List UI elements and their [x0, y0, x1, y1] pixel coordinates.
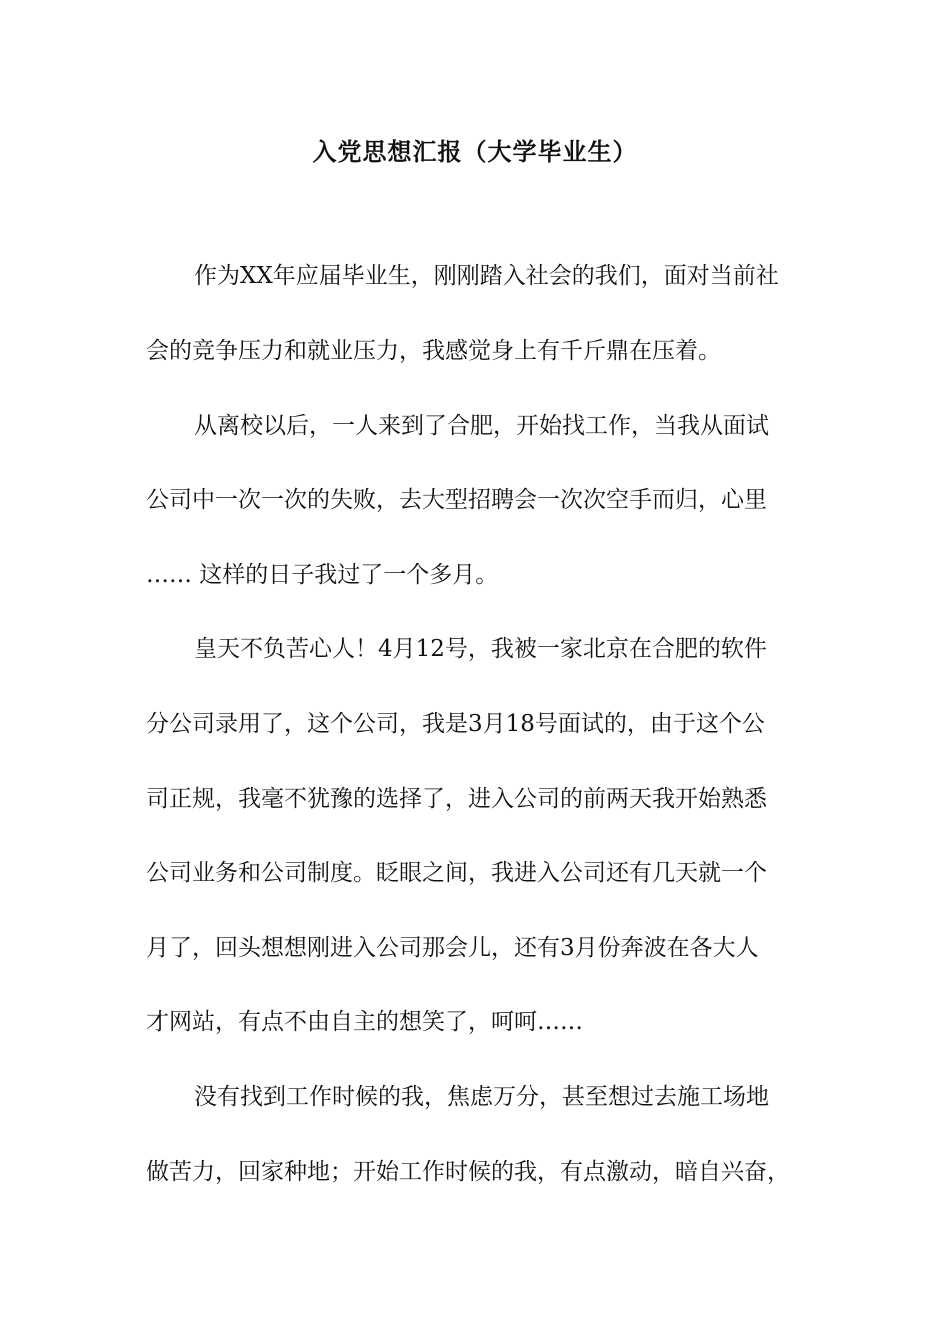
paragraph-2-line-2: 公司中一次一次的失败，去大型招聘会一次次空手而归，心里 — [146, 487, 767, 513]
document-title: 入党思想汇报（大学毕业生） — [312, 137, 638, 166]
paragraph-4-line-2: 做苦力，回家种地；开始工作时候的我，有点激动，暗自兴奋， — [146, 1159, 790, 1185]
paragraph-3-line-6: 才网站，有点不由自主的想笑了，呵呵…… — [146, 1009, 583, 1035]
paragraph-2-line-3: …… 这样的日子我过了一个多月。 — [146, 562, 499, 588]
paragraph-1-line-1: 作为XX年应届毕业生，刚刚踏入社会的我们，面对当前社 — [194, 263, 779, 289]
paragraph-3-line-2: 分公司录用了，这个公司，我是3月18号面试的，由于这个公 — [146, 711, 765, 737]
paragraph-4-line-1: 没有找到工作时候的我，焦虑万分，甚至想过去施工场地 — [194, 1084, 769, 1110]
paragraph-3-line-3: 司正规，我毫不犹豫的选择了，进入公司的前两天我开始熟悉 — [146, 786, 767, 812]
paragraph-3-line-1: 皇天不负苦心人！4月12号，我被一家北京在合肥的软件 — [194, 636, 767, 662]
paragraph-3-line-5: 月了，回头想想刚进入公司那会儿，还有3月份奔波在各大人 — [146, 935, 759, 961]
paragraph-1-line-2: 会的竞争压力和就业压力，我感觉身上有千斤鼎在压着。 — [146, 338, 721, 364]
paragraph-2-line-1: 从离校以后，一人来到了合肥，开始找工作，当我从面试 — [194, 413, 769, 439]
paragraph-3-line-4: 公司业务和公司制度。眨眼之间，我进入公司还有几天就一个 — [146, 860, 767, 886]
